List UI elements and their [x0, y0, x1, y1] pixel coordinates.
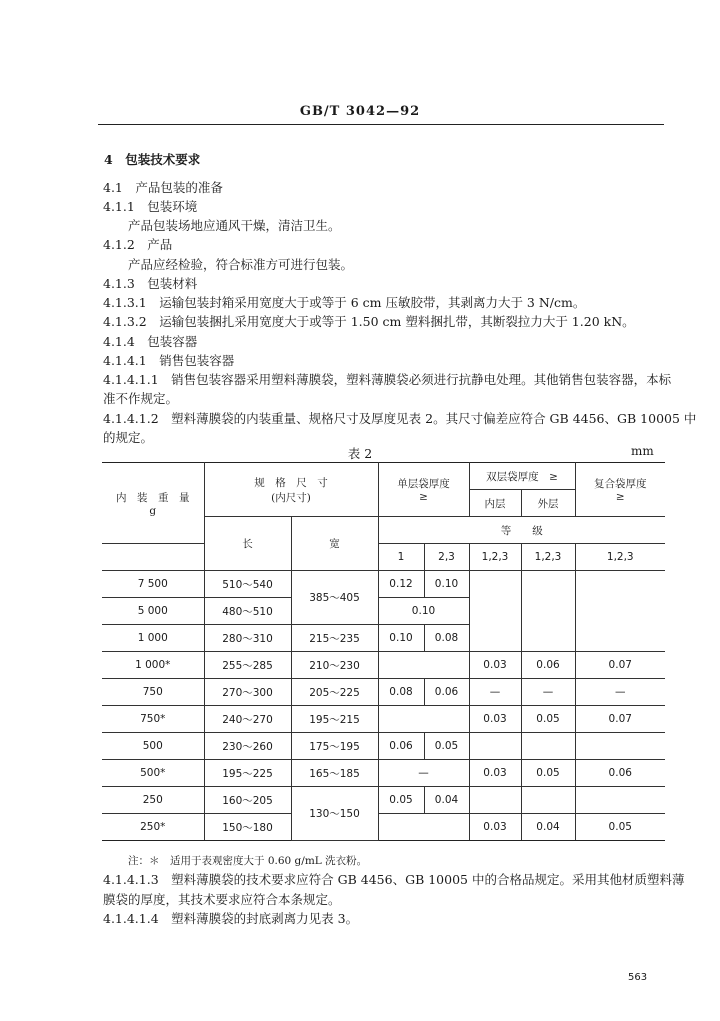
header-grade-23: 2,3	[424, 544, 469, 571]
cell-outer-empty	[521, 787, 575, 814]
section-4-1-4-1-3-text: 4.1.4.1.3 塑料薄膜袋的技术要求应符合 GB 4456、GB 10005 中的合格品规定。采用其他材质塑料薄	[103, 872, 685, 887]
cell-outer: —	[521, 679, 575, 706]
cell-single-23: 0.05	[424, 733, 469, 760]
header-inner: 内层	[469, 490, 521, 517]
section-4-1-heading: 4.1 产品包装的准备	[103, 180, 223, 195]
header-width: 宽	[291, 517, 378, 571]
cell-outer-empty	[521, 571, 575, 652]
table-row	[102, 787, 665, 814]
cell-single-merged: 0.10	[378, 598, 469, 625]
cell-inner: 0.03	[469, 814, 521, 841]
cell-length: 150～180	[204, 814, 291, 841]
cell-single-23: 0.06	[424, 679, 469, 706]
header-weight	[102, 463, 204, 544]
table-row	[102, 679, 665, 706]
section-4-1-4-heading: 4.1.4 包装容器	[103, 334, 198, 349]
cell-weight: 250	[102, 787, 204, 814]
cell-composite: 0.06	[575, 760, 665, 787]
cell-single-1: 0.05	[378, 787, 424, 814]
header-composite	[575, 463, 665, 517]
cell-width: 195～215	[291, 706, 378, 733]
standard-code: GB/T 3042—92	[299, 104, 421, 119]
table-row	[102, 706, 665, 733]
cell-composite-empty	[575, 571, 665, 652]
table-row	[102, 814, 665, 841]
cell-weight: 1 000	[102, 625, 204, 652]
header-single	[378, 463, 469, 517]
cell-weight: 7 500	[102, 571, 204, 598]
page-number: 563	[628, 972, 648, 983]
cell-outer: 0.05	[521, 706, 575, 733]
cell-inner: 0.03	[469, 652, 521, 679]
header-outer: 外层	[521, 490, 575, 517]
cell-width: 165～185	[291, 760, 378, 787]
table-unit: mm	[631, 444, 654, 458]
cell-length: 280～310	[204, 625, 291, 652]
section-4-1-3-1-text: 4.1.3.1 运输包装封箱采用宽度大于或等于 6 cm 压敏胶带，其剥离力大于 3 N/cm。	[103, 295, 586, 310]
section-4-1-4-1-2-text: 4.1.4.1.2 塑料薄膜袋的内装重量、规格尺寸及厚度见表 2。其尺寸偏差应符合 GB 4456、GB 10005 中	[103, 411, 697, 426]
cell-single-merged: —	[378, 760, 469, 787]
cell-length: 270～300	[204, 679, 291, 706]
header-length: 长	[204, 517, 291, 571]
header-weight-unit: g	[149, 504, 157, 517]
cell-width: 205～225	[291, 679, 378, 706]
cell-length: 240～270	[204, 706, 291, 733]
cell-composite-empty	[575, 787, 665, 814]
cell-weight: 1 000*	[102, 652, 204, 679]
header-size	[204, 463, 378, 517]
header-divider	[98, 124, 664, 125]
cell-inner-empty	[469, 733, 521, 760]
cell-single-1: 0.12	[378, 571, 424, 598]
cell-width: 385～405	[291, 571, 378, 625]
cell-inner-empty	[469, 787, 521, 814]
section-4-1-2-text: 产品应经检验，符合标准方可进行包装。	[128, 257, 354, 272]
cell-length: 195～225	[204, 760, 291, 787]
cell-composite-empty	[575, 733, 665, 760]
table-row	[102, 733, 665, 760]
cell-single-23: 0.08	[424, 625, 469, 652]
cell-single-1: 0.06	[378, 733, 424, 760]
cell-weight: 750	[102, 679, 204, 706]
cell-weight: 750*	[102, 706, 204, 733]
cell-outer-empty	[521, 733, 575, 760]
cell-outer: 0.04	[521, 814, 575, 841]
header-double: 双层袋厚度 ≥	[469, 463, 575, 490]
cell-width: 210～230	[291, 652, 378, 679]
cell-composite: 0.05	[575, 814, 665, 841]
header-grade-123-outer: 1,2,3	[521, 544, 575, 571]
cell-inner: 0.03	[469, 706, 521, 733]
cell-length: 160～205	[204, 787, 291, 814]
header-size-sub: (内尺寸)	[271, 491, 311, 504]
section-4-heading: 4 包装技术要求	[104, 152, 201, 167]
table-row	[102, 760, 665, 787]
cell-single-empty	[378, 814, 469, 841]
cell-single-1: 0.10	[378, 625, 424, 652]
cell-single-empty	[378, 652, 469, 679]
cell-single-1: 0.08	[378, 679, 424, 706]
cell-width: 175～195	[291, 733, 378, 760]
section-4-1-4-1-4-text: 4.1.4.1.4 塑料薄膜袋的封底剥离力见表 3。	[103, 911, 359, 926]
cell-length: 230～260	[204, 733, 291, 760]
section-4-1-4-1-1-text: 4.1.4.1.1 销售包装容器采用塑料薄膜袋，塑料薄膜袋必须进行抗静电处理。其他销售包装容器，本标	[103, 372, 672, 387]
header-grade-123-inner: 1,2,3	[469, 544, 521, 571]
header-weight-spacer	[102, 544, 204, 571]
section-4-1-4-1-2-text-cont: 的规定。	[103, 430, 154, 445]
cell-weight: 250*	[102, 814, 204, 841]
cell-inner-empty	[469, 571, 521, 652]
cell-length: 510～540	[204, 571, 291, 598]
section-4-1-4-1-3-text-cont: 膜袋的厚度，其技术要求应符合本条规定。	[103, 892, 341, 907]
header-grade-1: 1	[378, 544, 424, 571]
cell-inner: 0.03	[469, 760, 521, 787]
header-weight-label: 内 装 重 量	[116, 491, 190, 504]
cell-inner: —	[469, 679, 521, 706]
table-note: 注：＊ 适用于表观密度大于 0.60 g/mL 洗衣粉。	[128, 855, 368, 867]
cell-single-23: 0.10	[424, 571, 469, 598]
cell-composite: 0.07	[575, 652, 665, 679]
table-row	[102, 571, 665, 598]
bag-spec-table	[102, 462, 665, 841]
cell-composite: —	[575, 679, 665, 706]
cell-weight: 500	[102, 733, 204, 760]
section-4-1-3-heading: 4.1.3 包装材料	[103, 276, 198, 291]
cell-outer: 0.05	[521, 760, 575, 787]
cell-length: 480～510	[204, 598, 291, 625]
header-single-label: 单层袋厚度	[397, 478, 450, 490]
cell-single-empty	[378, 706, 469, 733]
header-single-sub: ≥	[419, 491, 428, 503]
header-composite-sub: ≥	[615, 491, 625, 503]
section-4-1-1-text: 产品包装场地应通风干燥，清洁卫生。	[128, 218, 341, 233]
header-grade-123-composite: 1,2,3	[575, 544, 665, 571]
cell-composite: 0.07	[575, 706, 665, 733]
section-4-1-2-heading: 4.1.2 产品	[103, 237, 173, 252]
section-4-1-4-1-heading: 4.1.4.1 销售包装容器	[103, 353, 235, 368]
cell-weight: 5 000	[102, 598, 204, 625]
cell-width: 130～150	[291, 787, 378, 841]
header-size-label: 规 格 尺 寸	[254, 476, 328, 489]
table-row	[102, 652, 665, 679]
cell-outer: 0.06	[521, 652, 575, 679]
cell-width: 215～235	[291, 625, 378, 652]
header-composite-label: 复合袋厚度	[594, 478, 647, 490]
section-4-1-4-1-1-text-cont: 准不作规定。	[103, 391, 179, 406]
header-grade: 等 级	[378, 517, 665, 544]
cell-weight: 500*	[102, 760, 204, 787]
cell-length: 255～285	[204, 652, 291, 679]
cell-single-23: 0.04	[424, 787, 469, 814]
section-4-1-3-2-text: 4.1.3.2 运输包装捆扎采用宽度大于或等于 1.50 cm 塑料捆扎带，其断裂拉力大于 1.20 kN。	[103, 314, 635, 329]
table-title: 表 2	[347, 446, 373, 461]
section-4-1-1-heading: 4.1.1 包装环境	[103, 199, 198, 214]
